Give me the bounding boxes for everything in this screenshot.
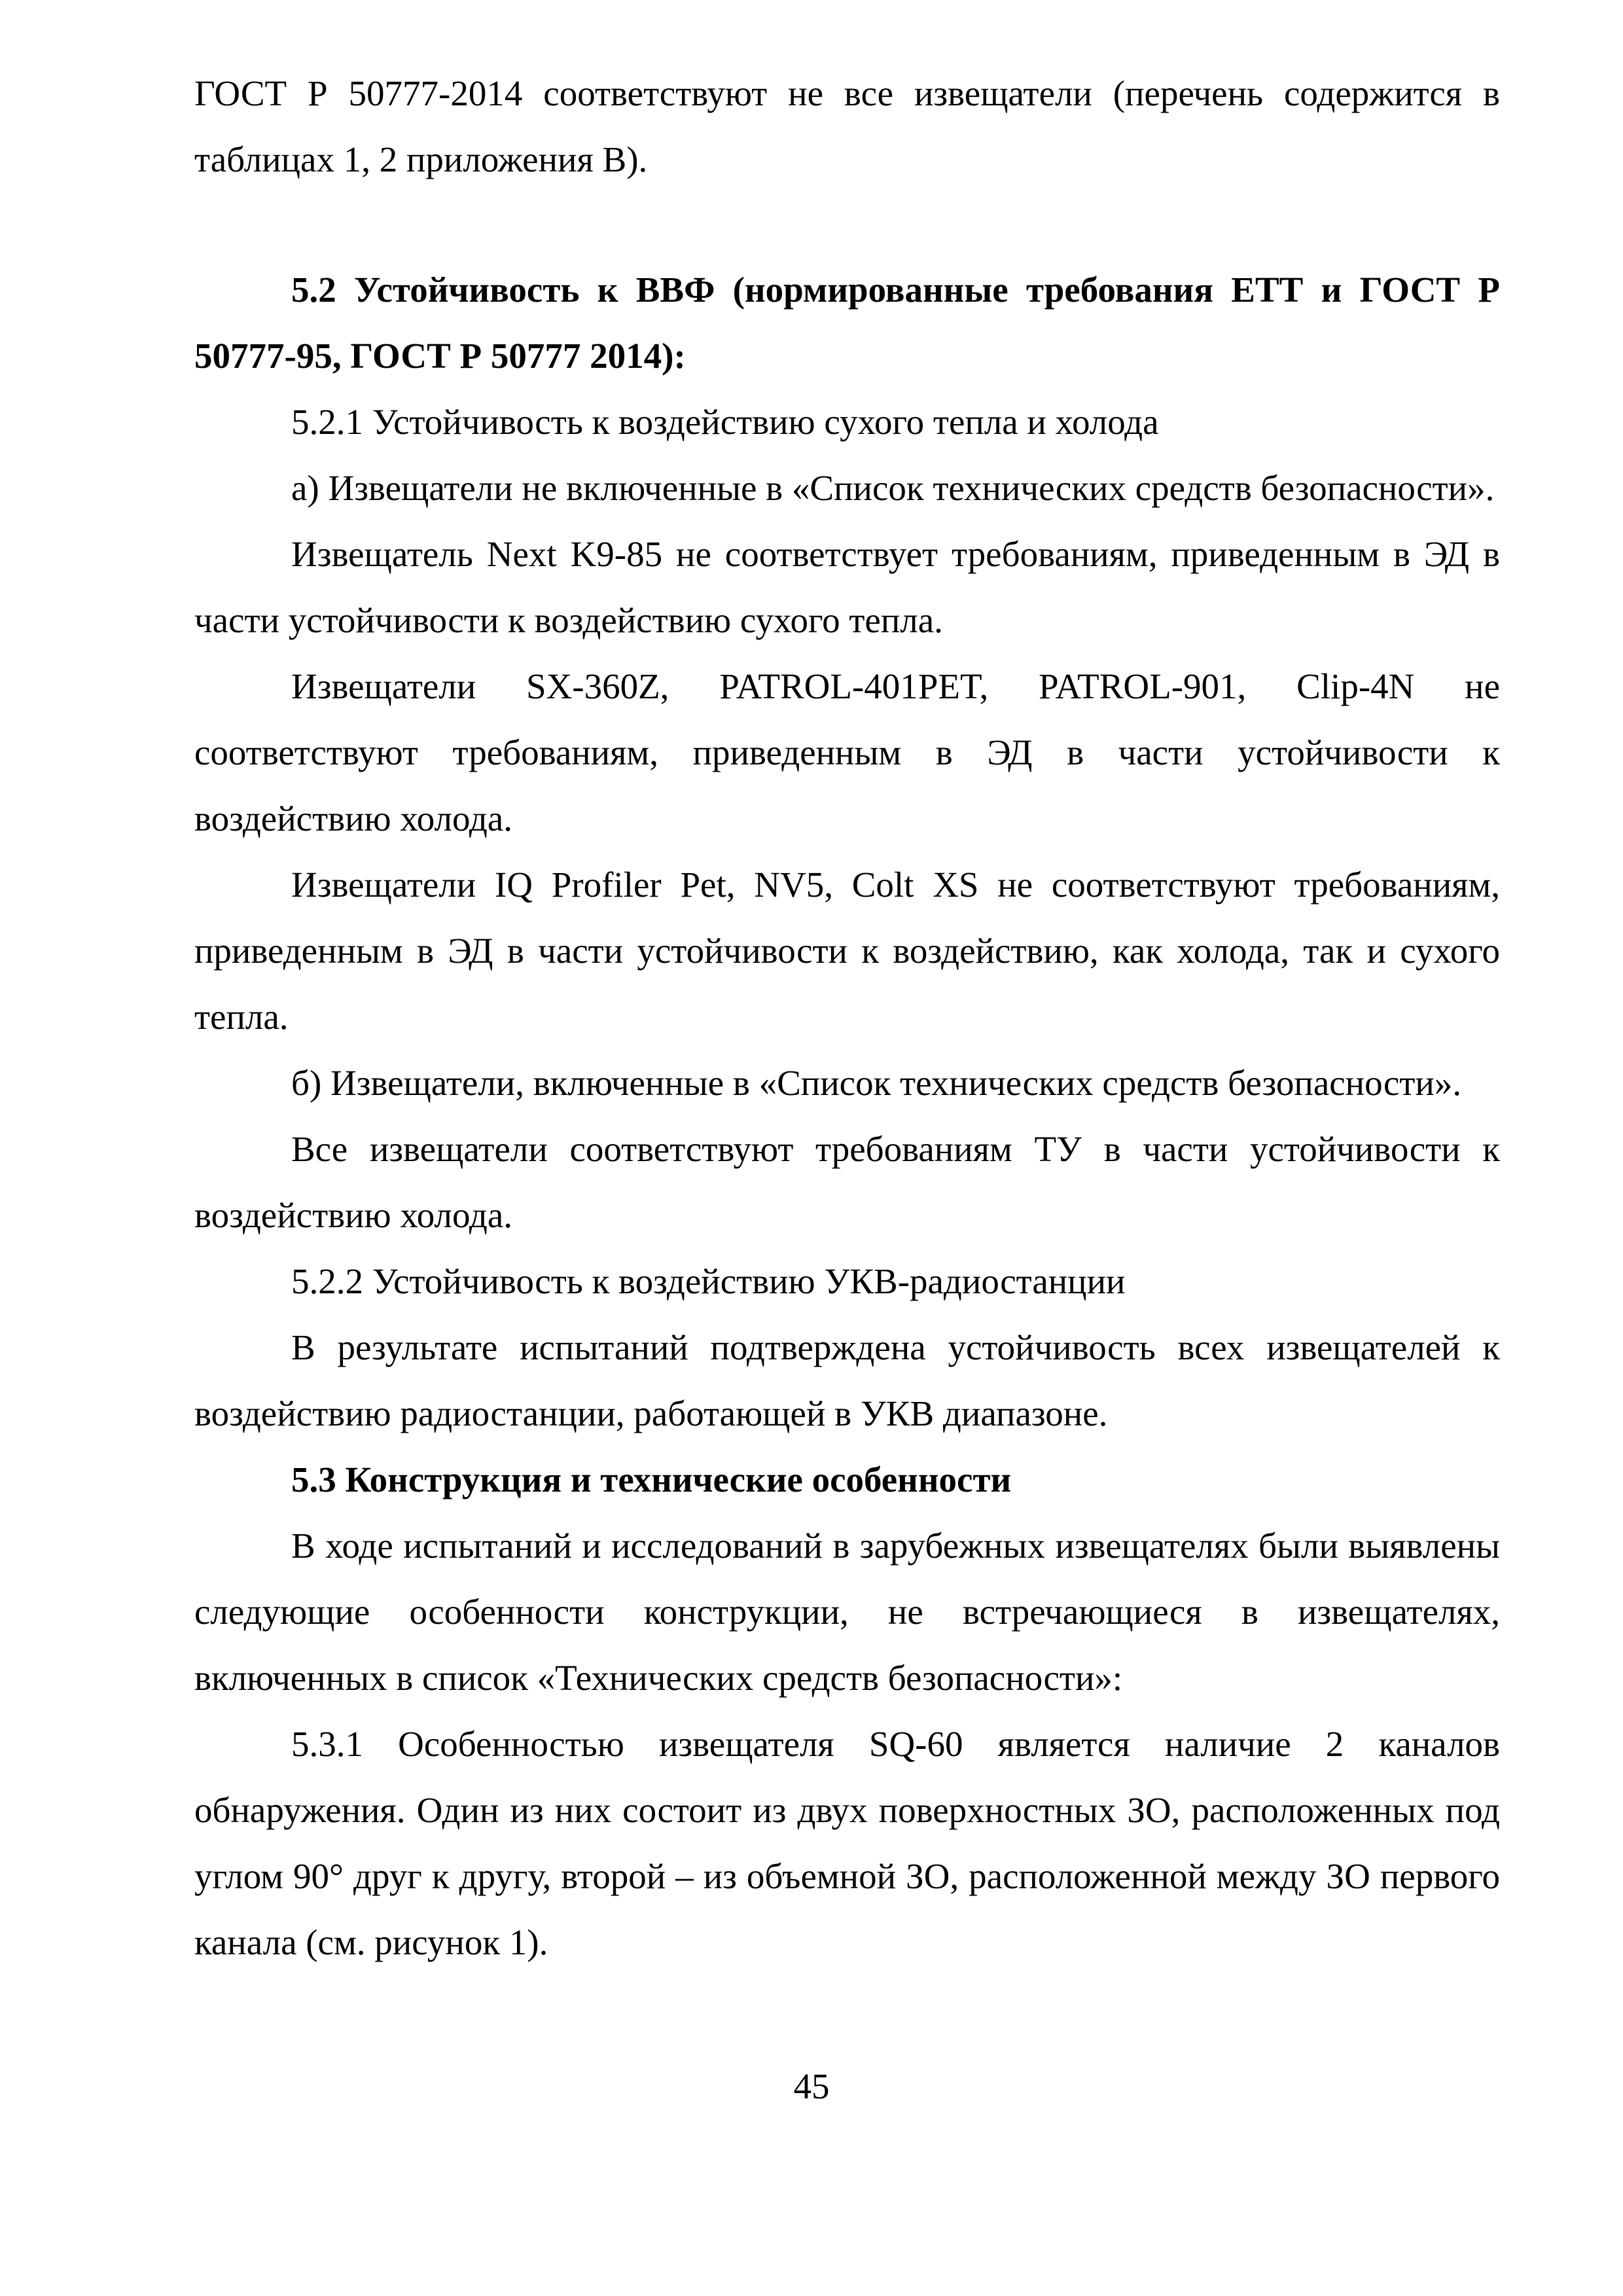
paragraph-all-detectors: Все извещатели соответствуют требованиям ТУ в части устойчивости к воздействию холода.	[194, 1129, 1500, 1235]
paragraph-course-of-tests: В ходе испытаний и исследований в зарубежных извещателях были выявлены следующие особенности конструкции, не встречающиеся в извещателях, включенных в список «Технических средств безопасности»:	[194, 1526, 1500, 1698]
section-heading-5-2: 5.2 Устойчивость к ВВФ (нормированные требования ЕТТ и ГОСТ Р 50777-95, ГОСТ Р 50777 2014):	[194, 270, 1500, 376]
paragraph-gost-continuation: ГОСТ Р 50777-2014 соответствуют не все извещатели (перечень содержится в таблицах 1, 2 приложения В).	[194, 73, 1500, 179]
paragraph-item-b: б) Извещатели, включенные в «Список технических средств безопасности».	[291, 1063, 1462, 1103]
paragraph-sx-patrol-clip: Извещатели SX-360Z, PATROL-401PET, PATROL-901, Clip-4N не соответствуют требованиям, приведенным в ЭД в части устойчивости к воздействию холода.	[194, 666, 1500, 838]
subsection-heading-5-2-1: 5.2.1 Устойчивость к воздействию сухого тепла и холода	[291, 402, 1159, 442]
section-heading-5-3: 5.3 Конструкция и технические особенности	[291, 1460, 1012, 1499]
subsection-heading-5-2-2: 5.2.2 Устойчивость к воздействию УКВ-радиостанции	[291, 1261, 1126, 1301]
paragraph-test-result: В результате испытаний подтверждена устойчивость всех извещателей к воздействию радиостанции, работающей в УКВ диапазоне.	[194, 1327, 1500, 1433]
paragraph-iq-nv5-colt: Извещатели IQ Profiler Pet, NV5, Colt XS не соответствуют требованиям, приведенным в ЭД в части устойчивости к воздействию, как холода, так и сухого тепла.	[194, 865, 1500, 1037]
paragraph-next-k9: Извещатель Next K9-85 не соответствует требованиям, приведенным в ЭД в части устойчивости к воздействию сухого тепла.	[194, 534, 1500, 640]
paragraph-item-a: а) Извещатели не включенные в «Список технических средств безопасности».	[291, 468, 1495, 508]
paragraph-5-3-1-sq60: 5.3.1 Особенностью извещателя SQ-60 является наличие 2 каналов обнаружения. Один из них состоит из двух поверхностных ЗО, расположенных под углом 90° друг к другу, второй – из объемной ЗО, расположенной между ЗО первого канала (см. рисунок 1).	[194, 1724, 1500, 1962]
page-number: 45	[793, 2066, 830, 2106]
document-page	[194, 60, 1500, 1975]
